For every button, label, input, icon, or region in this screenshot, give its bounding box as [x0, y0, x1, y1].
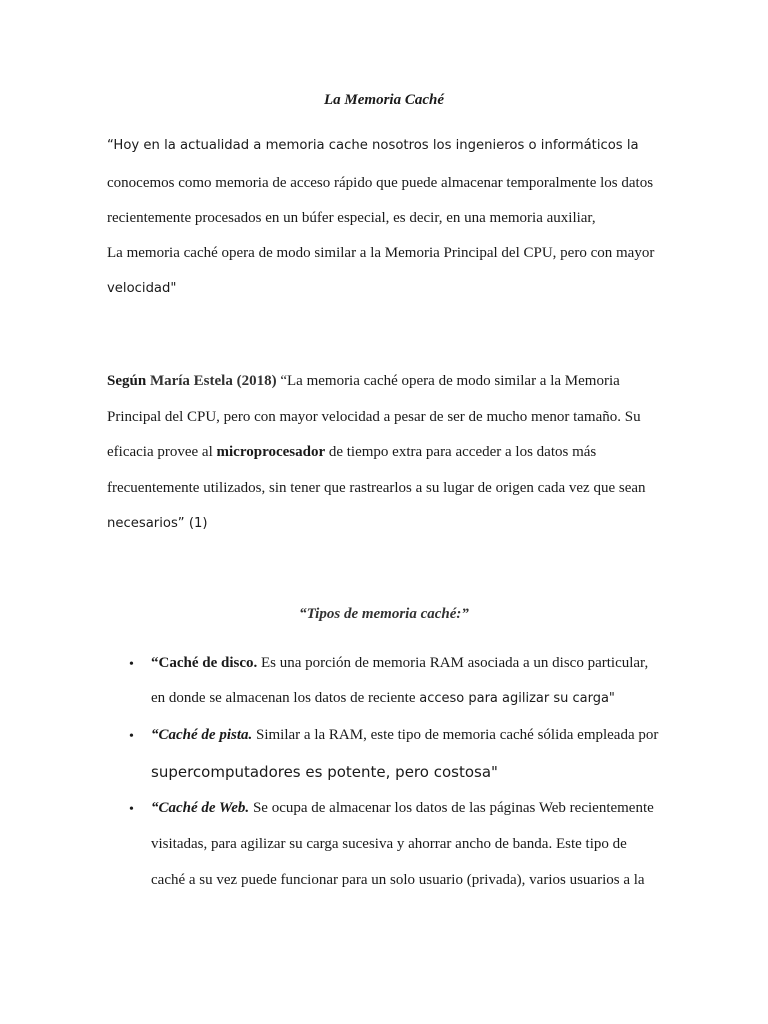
- bullet-3-text: Se ocupa de almacenar los datos de las páginas Web recientemente: [252, 800, 654, 816]
- bullet-3-line-2: visitadas, para agilizar su carga sucesiva y ahorrar ancho de banda. Este tipo de: [151, 836, 627, 852]
- section-title: “Tipos de memoria caché:”: [299, 606, 469, 622]
- citation-line-2: Principal del CPU, pero con mayor velocidad a pesar de ser de mucho menor tamaño. Su: [107, 409, 641, 425]
- bullet-3-line-3: caché a su vez puede funcionar para un solo usuario (privada), varios usuarios a la: [151, 872, 645, 888]
- citation-keyword: microprocesador: [216, 444, 326, 460]
- document-title: La Memoria Caché: [324, 92, 444, 108]
- quote-line-3: recientemente procesados en un búfer especial, es decir, en una memoria auxiliar,: [107, 210, 596, 226]
- bullet-2-lead: “Caché de pista.: [151, 727, 253, 743]
- citation-line-1-text: “La memoria caché opera de modo similar a la Memoria: [280, 373, 620, 389]
- bullet-2-text: Similar a la RAM, este tipo de memoria caché sólida empleada por: [256, 727, 659, 743]
- citation-author-prefix: Según: [107, 373, 147, 389]
- bullet-1-text: Es una porción de memoria RAM asociada a un disco particular,: [261, 655, 649, 671]
- bullet-2-line-2: supercomputadores es potente, pero costosa": [151, 763, 498, 781]
- bullet-icon: •: [129, 657, 134, 672]
- bullet-1-line-2-a: en donde se almacenan los datos de reciente: [151, 690, 416, 706]
- quote-line-2: conocemos como memoria de acceso rápido que puede almacenar temporalmente los datos: [107, 175, 654, 191]
- bullet-1-line-2-b: acceso para agilizar su carga": [419, 691, 615, 706]
- citation-line-5: necesarios” (1): [107, 516, 208, 531]
- bullet-1-line-1: [151, 655, 648, 672]
- bullet-1-line-2: [151, 690, 615, 707]
- bullet-1-lead: “Caché de disco.: [151, 655, 258, 671]
- quote-line-5: velocidad": [107, 281, 177, 296]
- citation-line-3: [107, 444, 596, 461]
- citation-year: (2018): [236, 373, 277, 389]
- citation-line-3-b: de tiempo extra para acceder a los datos más: [328, 444, 597, 460]
- citation-line-1: [107, 373, 620, 390]
- bullet-icon: •: [129, 729, 134, 744]
- bullet-icon: •: [129, 802, 134, 817]
- citation-author-name: María Estela: [149, 373, 233, 389]
- quote-line-1: “Hoy en la actualidad a memoria cache nosotros los ingenieros o informáticos la: [107, 138, 639, 153]
- bullet-2-line-1: [151, 727, 658, 744]
- citation-line-4: frecuentemente utilizados, sin tener que rastrearlos a su lugar de origen cada vez que sean: [107, 480, 646, 496]
- bullet-3-line-1: [151, 800, 654, 817]
- quote-line-4: La memoria caché opera de modo similar a la Memoria Principal del CPU, pero con mayor: [107, 245, 655, 261]
- bullet-3-lead: “Caché de Web.: [151, 800, 250, 816]
- citation-line-3-a: eficacia provee al: [107, 444, 213, 460]
